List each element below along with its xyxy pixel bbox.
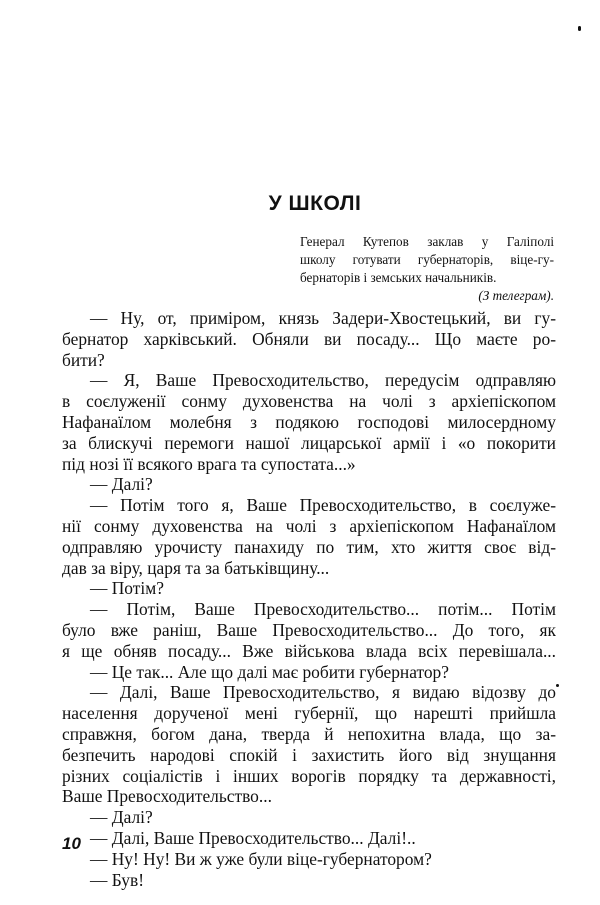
- print-speck-margin: [556, 684, 559, 687]
- text-line: — Потім того я, Ваше Превосходительство, в соєлуже-: [90, 495, 556, 516]
- text-line: — Це так... Але що далі має робити губернатор?: [90, 661, 449, 682]
- epigraph-line: Генерал Кутепов заклав у Галіполі: [300, 234, 554, 249]
- epigraph-line: бернаторів і земських начальників.: [300, 270, 497, 285]
- text-line: — Далі, Ваше Превосходительство, я видаю відозву до: [90, 682, 556, 703]
- epigraph-source: (З телеграм).: [478, 288, 554, 303]
- chapter-title: У ШКОЛІ: [268, 192, 362, 215]
- text-line: в соєлуженії сонму духовенства на чолі з архіепіскопом: [62, 391, 556, 412]
- text-line: — Ну! Ну! Ви ж уже були віце-губернатором?: [90, 848, 432, 869]
- text-line: — Далі, Ваше Превосходительство... Далі!..: [90, 827, 416, 848]
- text-line: — Потім, Ваше Превосходительство... потім... Потім: [90, 599, 556, 620]
- text-line: бити?: [62, 349, 105, 370]
- text-line: бернатор харківський. Обняли ви посаду... Що маєте ро-: [62, 328, 556, 349]
- text-line: — Потім?: [90, 578, 164, 599]
- text-line: безпечить народові спокій і захистить його від знущання: [62, 744, 556, 765]
- epigraph: [300, 233, 554, 305]
- text-line: — Був!: [90, 869, 144, 890]
- text-line: Нафанаїлом молебня з подякою господові милосердному: [62, 411, 556, 432]
- epigraph-line: школу готувати губернаторів, віце-гу-: [300, 252, 554, 267]
- text-line: нії сонму духовенства на чолі з архіепіскопом Нафанаїлом: [62, 515, 556, 536]
- text-line: — Далі?: [90, 474, 153, 495]
- text-line: одправляю урочисту панахиду по тим, хто життя своє від-: [62, 536, 556, 557]
- text-line: населення дорученої мені губернії, що нарешті прийшла: [62, 703, 556, 724]
- page-number: 10: [62, 834, 81, 853]
- text-line: було вже раніш, Ваше Превосходительство... До того, як: [62, 619, 556, 640]
- text-line: різних соціалістів і інших ворогів порядку та державності,: [62, 765, 556, 786]
- text-line: дав за віру, царя та за батьківщину...: [62, 557, 330, 578]
- text-line: — Ну, от, приміром, князь Задери-Хвостецький, ви гу-: [90, 308, 556, 328]
- text-line: справжня, богом дана, тверда й непохитна влада, що за-: [62, 723, 556, 744]
- print-speck-top: [578, 26, 581, 31]
- text-line: — Я, Ваше Превосходительство, передусім одправляю: [90, 370, 556, 391]
- text-line: я ще обняв посаду... Вже військова влада всіх перевішала...: [62, 640, 556, 661]
- text-line: за блискучі перемоги нашої лицарської армії і «о покорити: [62, 432, 556, 453]
- text-line: Ваше Превосходительство...: [62, 786, 272, 807]
- text-line: під нозі її всякого врага та супостата...»: [62, 453, 356, 474]
- text-line: — Далі?: [90, 807, 153, 828]
- body-text: [62, 308, 556, 890]
